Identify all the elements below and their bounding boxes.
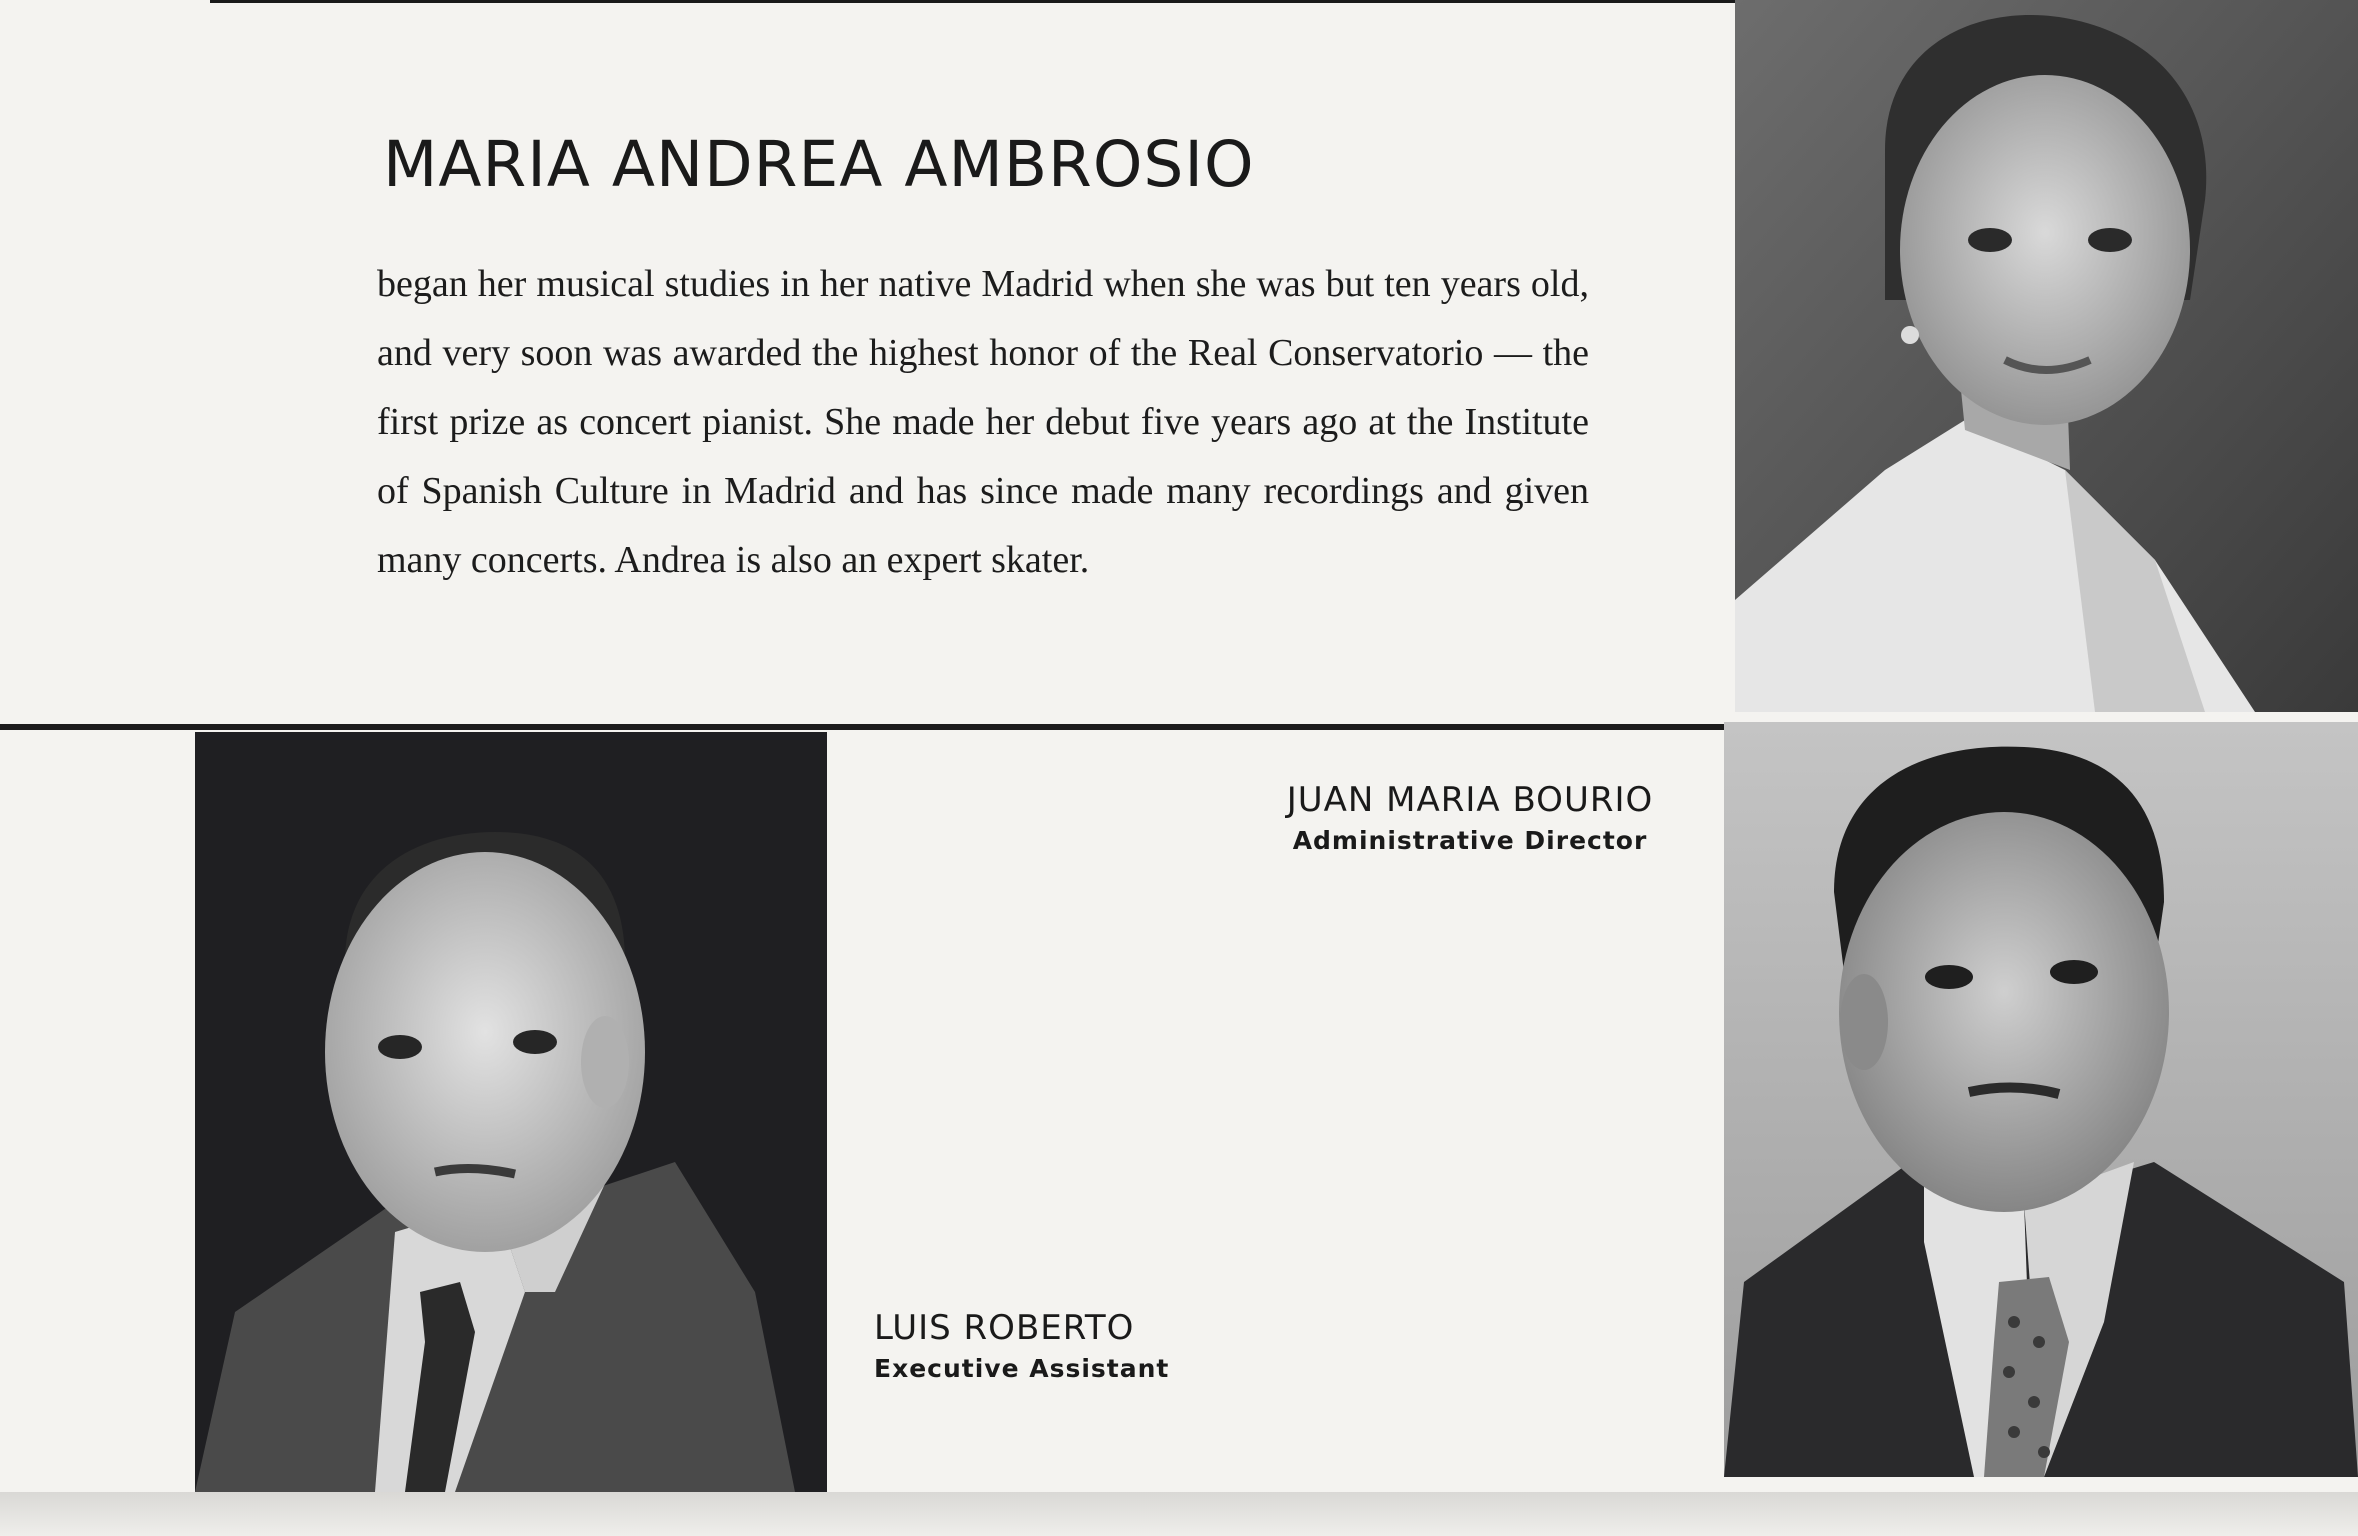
caption-luis-roberto [874,1308,1169,1383]
profile-name: MARIA ANDREA AMBROSIO [383,128,1255,201]
portrait-maria-image [1735,0,2358,712]
page-bottom-edge [0,1492,2358,1536]
staff-name: JUAN MARIA BOURIO [1286,780,1654,820]
staff-role: Executive Assistant [874,1354,1170,1383]
portrait-juan-image [1724,722,2358,1477]
profile-bio: began her musical studies in her native Madrid when she was but ten years old, and very soon was awarded the highest honor of the Real Conservatorio — the first prize as concert pianist. She made her debut five years ago at the Institute of Spanish Culture in Madrid and has since made many recordings and given many concerts. Andrea is also an expert skater. [377,263,1589,581]
caption-juan-maria-bourio [1240,780,1700,855]
portrait-luis-image [195,732,827,1492]
portrait-juan-maria-bourio [1724,722,2358,1477]
staff-name: LUIS ROBERTO [874,1308,1135,1348]
top-rule [210,0,1740,3]
portrait-maria-ambrosio [1735,0,2358,712]
portrait-luis-roberto [195,732,827,1492]
staff-role: Administrative Director [1292,826,1648,855]
